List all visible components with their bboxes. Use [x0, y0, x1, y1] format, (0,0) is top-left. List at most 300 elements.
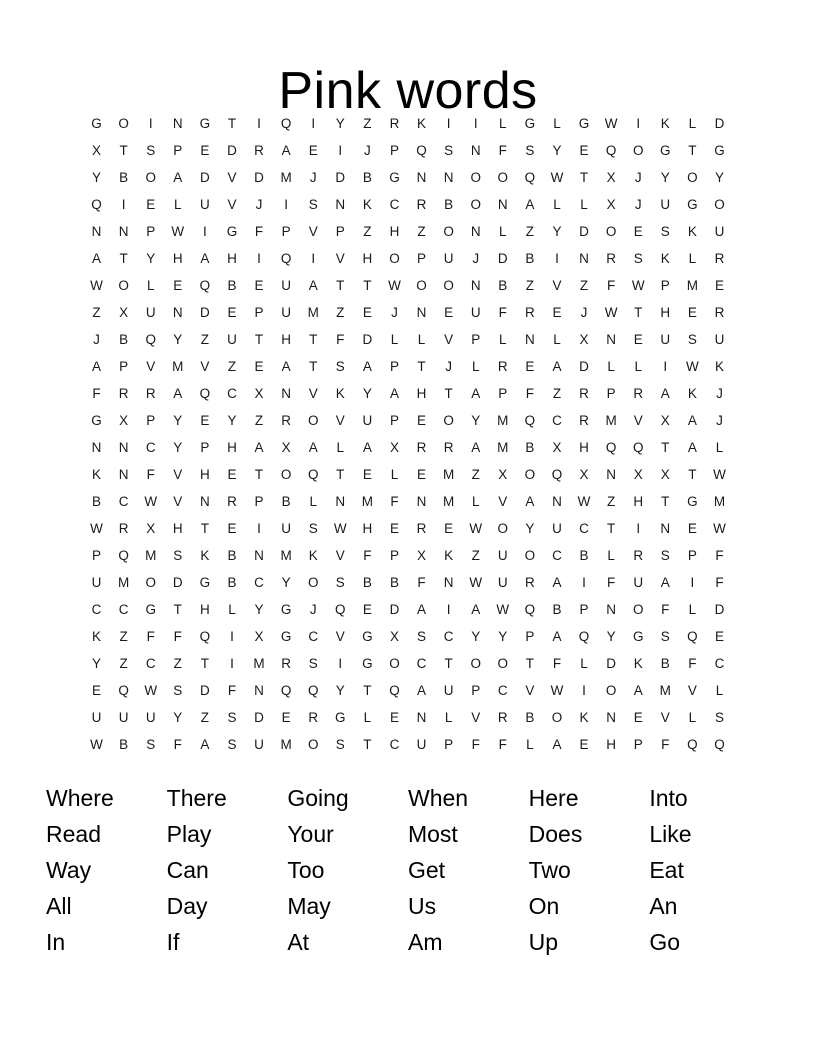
grid-cell[interactable]: A	[687, 413, 697, 428]
grid-cell[interactable]: B	[92, 494, 102, 509]
grid-cell[interactable]: A	[552, 359, 562, 374]
word-list-item[interactable]: Two	[528, 857, 571, 883]
grid-cell[interactable]: A	[471, 440, 481, 455]
grid-cell[interactable]: E	[444, 305, 454, 320]
grid-cell[interactable]: E	[579, 143, 589, 158]
word-list-item[interactable]: Into	[649, 785, 688, 811]
grid-cell[interactable]: O	[470, 170, 481, 185]
grid-cell[interactable]: M	[361, 494, 373, 509]
grid-cell[interactable]: Y	[471, 629, 481, 644]
grid-cell[interactable]: L	[688, 710, 697, 725]
grid-cell[interactable]: B	[525, 251, 535, 266]
grid-cell[interactable]: Q	[714, 737, 725, 752]
grid-cell[interactable]: X	[660, 467, 670, 482]
grid-cell[interactable]: F	[417, 575, 426, 590]
grid-cell[interactable]: K	[579, 710, 589, 725]
word-list-item[interactable]: There	[166, 785, 227, 811]
grid-cell[interactable]: Z	[471, 548, 480, 563]
grid-cell[interactable]: P	[471, 683, 481, 698]
grid-cell[interactable]: L	[309, 494, 317, 509]
grid-cell[interactable]: T	[254, 332, 264, 347]
grid-cell[interactable]: L	[607, 359, 615, 374]
grid-cell[interactable]: Q	[118, 683, 129, 698]
grid-cell[interactable]: N	[470, 278, 481, 293]
grid-cell[interactable]: I	[257, 521, 261, 536]
grid-cell[interactable]: M	[497, 413, 509, 428]
grid-cell[interactable]: U	[281, 521, 291, 536]
grid-cell[interactable]: Y	[173, 332, 183, 347]
grid-cell[interactable]: X	[606, 197, 616, 212]
grid-cell[interactable]: Z	[579, 278, 589, 293]
grid-cell[interactable]: M	[442, 494, 455, 509]
grid-cell[interactable]: P	[579, 602, 589, 617]
grid-cell[interactable]: T	[336, 467, 345, 482]
grid-cell[interactable]: A	[308, 440, 318, 455]
grid-cell[interactable]: O	[687, 170, 698, 185]
grid-cell[interactable]: F	[498, 143, 507, 158]
grid-cell[interactable]: S	[335, 359, 345, 374]
grid-cell[interactable]: S	[660, 548, 670, 563]
grid-cell[interactable]: O	[280, 467, 292, 482]
grid-cell[interactable]: P	[471, 332, 481, 347]
grid-cell[interactable]: O	[443, 278, 454, 293]
grid-cell[interactable]: A	[417, 683, 427, 698]
grid-cell[interactable]: W	[333, 521, 347, 536]
grid-cell[interactable]: U	[633, 575, 644, 590]
grid-cell[interactable]: G	[687, 197, 698, 212]
grid-cell[interactable]: L	[553, 332, 561, 347]
grid-cell[interactable]: N	[91, 224, 102, 239]
grid-cell[interactable]: P	[498, 386, 508, 401]
grid-cell[interactable]: Y	[227, 413, 237, 428]
grid-cell[interactable]: Q	[307, 467, 319, 482]
grid-cell[interactable]: W	[577, 494, 591, 509]
grid-cell[interactable]: Q	[416, 143, 427, 158]
grid-cell[interactable]: K	[417, 116, 427, 131]
word-list-item[interactable]: Going	[287, 785, 349, 811]
grid-cell[interactable]: U	[145, 305, 156, 320]
grid-cell[interactable]: J	[445, 359, 452, 374]
grid-cell[interactable]: Z	[552, 386, 562, 401]
grid-cell[interactable]: Y	[606, 629, 616, 644]
grid-cell[interactable]: H	[416, 386, 427, 401]
grid-cell[interactable]: A	[552, 629, 562, 644]
word-list-item[interactable]: In	[46, 929, 66, 955]
grid-cell[interactable]: G	[578, 116, 590, 131]
grid-cell[interactable]: H	[362, 521, 373, 536]
grid-cell[interactable]: Z	[254, 413, 264, 428]
grid-cell[interactable]: F	[173, 737, 182, 752]
grid-cell[interactable]: M	[145, 548, 157, 563]
grid-cell[interactable]: S	[308, 656, 318, 671]
grid-cell[interactable]: J	[716, 413, 723, 428]
grid-cell[interactable]: B	[227, 548, 237, 563]
grid-cell[interactable]: B	[525, 440, 535, 455]
grid-cell[interactable]: T	[119, 251, 128, 266]
grid-cell[interactable]: S	[308, 521, 318, 536]
grid-cell[interactable]: F	[661, 737, 670, 752]
grid-cell[interactable]: E	[687, 521, 697, 536]
grid-cell[interactable]: J	[309, 170, 317, 185]
grid-cell[interactable]: M	[280, 548, 292, 563]
grid-cell[interactable]: F	[661, 602, 670, 617]
grid-cell[interactable]: K	[92, 629, 102, 644]
grid-cell[interactable]: W	[469, 575, 483, 590]
grid-cell[interactable]: A	[200, 251, 210, 266]
grid-cell[interactable]: I	[582, 575, 586, 590]
grid-cell[interactable]: H	[172, 251, 183, 266]
grid-cell[interactable]: O	[470, 197, 481, 212]
grid-cell[interactable]: Z	[200, 710, 209, 725]
grid-cell[interactable]: Y	[471, 413, 481, 428]
word-list-item[interactable]: Go	[649, 929, 681, 955]
grid-cell[interactable]: H	[633, 494, 644, 509]
word-list-item[interactable]: Can	[166, 857, 209, 883]
grid-cell[interactable]: O	[307, 413, 319, 428]
grid-cell[interactable]: Z	[471, 467, 480, 482]
grid-cell[interactable]: D	[254, 710, 264, 725]
grid-cell[interactable]: Q	[280, 683, 292, 698]
grid-cell[interactable]: W	[713, 467, 726, 482]
grid-cell[interactable]: V	[498, 494, 508, 509]
grid-cell[interactable]: B	[281, 494, 291, 509]
grid-cell[interactable]: O	[497, 521, 509, 536]
grid-cell[interactable]: U	[362, 413, 373, 428]
grid-cell[interactable]: C	[552, 548, 562, 563]
grid-cell[interactable]: N	[118, 224, 129, 239]
grid-cell[interactable]: M	[686, 278, 698, 293]
grid-cell[interactable]: I	[338, 143, 343, 158]
grid-cell[interactable]: W	[144, 494, 158, 509]
grid-cell[interactable]: K	[444, 548, 454, 563]
grid-cell[interactable]: O	[307, 737, 319, 752]
grid-cell[interactable]: T	[173, 602, 182, 617]
grid-cell[interactable]: N	[335, 197, 346, 212]
grid-cell[interactable]: B	[362, 575, 372, 590]
grid-cell[interactable]: Q	[199, 278, 211, 293]
grid-cell[interactable]: K	[92, 467, 102, 482]
grid-cell[interactable]: I	[121, 197, 126, 212]
grid-cell[interactable]: Q	[389, 683, 400, 698]
grid-cell[interactable]: D	[579, 224, 589, 239]
grid-cell[interactable]: J	[634, 170, 642, 185]
grid-cell[interactable]: V	[146, 359, 156, 374]
grid-cell[interactable]: W	[685, 359, 699, 374]
grid-cell[interactable]: K	[200, 548, 210, 563]
grid-cell[interactable]: J	[634, 197, 642, 212]
grid-cell[interactable]: Y	[362, 386, 372, 401]
grid-cell[interactable]: T	[200, 656, 209, 671]
grid-cell[interactable]: X	[119, 413, 129, 428]
grid-cell[interactable]: Q	[524, 170, 536, 185]
grid-cell[interactable]: S	[714, 710, 724, 725]
grid-cell[interactable]: E	[254, 359, 264, 374]
grid-cell[interactable]: Y	[335, 116, 345, 131]
grid-cell[interactable]: G	[335, 710, 346, 725]
grid-cell[interactable]: L	[390, 332, 399, 347]
word-list-item[interactable]: Too	[287, 857, 325, 883]
grid-cell[interactable]: X	[254, 629, 264, 644]
grid-cell[interactable]: S	[633, 251, 643, 266]
grid-cell[interactable]: N	[606, 710, 616, 725]
grid-cell[interactable]: Y	[525, 521, 535, 536]
grid-cell[interactable]: U	[552, 521, 562, 536]
grid-cell[interactable]: V	[552, 278, 562, 293]
grid-cell[interactable]: I	[311, 251, 316, 266]
grid-cell[interactable]: S	[335, 737, 345, 752]
grid-cell[interactable]: H	[579, 440, 589, 455]
grid-cell[interactable]: D	[199, 170, 210, 185]
grid-cell[interactable]: R	[389, 116, 400, 131]
grid-cell[interactable]: C	[443, 629, 454, 644]
grid-cell[interactable]: B	[525, 710, 535, 725]
grid-cell[interactable]: E	[633, 710, 643, 725]
grid-cell[interactable]: O	[389, 656, 400, 671]
grid-cell[interactable]: D	[172, 575, 183, 590]
grid-cell[interactable]: P	[444, 737, 454, 752]
grid-cell[interactable]: B	[119, 170, 129, 185]
grid-cell[interactable]: D	[362, 332, 373, 347]
grid-cell[interactable]: L	[390, 467, 399, 482]
grid-cell[interactable]: Y	[660, 170, 670, 185]
grid-cell[interactable]: L	[499, 116, 507, 131]
grid-cell[interactable]: E	[92, 683, 102, 698]
grid-cell[interactable]: R	[714, 251, 725, 266]
grid-cell[interactable]: A	[254, 440, 264, 455]
grid-cell[interactable]: Q	[687, 629, 698, 644]
grid-cell[interactable]: L	[471, 494, 480, 509]
grid-cell[interactable]: Q	[632, 440, 644, 455]
grid-cell[interactable]: Q	[118, 548, 129, 563]
grid-cell[interactable]: T	[363, 683, 372, 698]
grid-cell[interactable]: E	[173, 278, 183, 293]
grid-cell[interactable]: R	[524, 305, 535, 320]
grid-cell[interactable]: Q	[335, 602, 346, 617]
grid-cell[interactable]: Z	[227, 359, 237, 374]
grid-cell[interactable]: X	[660, 413, 670, 428]
grid-cell[interactable]: R	[714, 305, 725, 320]
grid-cell[interactable]: G	[145, 602, 156, 617]
grid-cell[interactable]: L	[607, 548, 615, 563]
grid-cell[interactable]: L	[553, 197, 561, 212]
grid-cell[interactable]: R	[524, 575, 535, 590]
grid-cell[interactable]: U	[497, 548, 508, 563]
grid-cell[interactable]: C	[227, 386, 237, 401]
grid-cell[interactable]: G	[280, 602, 292, 617]
grid-cell[interactable]: A	[525, 197, 535, 212]
word-list-item[interactable]: May	[287, 893, 331, 919]
grid-cell[interactable]: I	[230, 656, 234, 671]
grid-cell[interactable]: O	[605, 683, 617, 698]
grid-cell[interactable]: G	[714, 143, 725, 158]
grid-cell[interactable]: Y	[92, 656, 102, 671]
grid-cell[interactable]: E	[389, 521, 399, 536]
grid-cell[interactable]: Y	[335, 683, 345, 698]
grid-cell[interactable]: U	[91, 575, 102, 590]
grid-cell[interactable]: T	[417, 359, 426, 374]
grid-cell[interactable]: Z	[336, 305, 345, 320]
grid-cell[interactable]: M	[280, 170, 292, 185]
grid-cell[interactable]: K	[660, 251, 670, 266]
grid-cell[interactable]: E	[444, 521, 454, 536]
grid-cell[interactable]: J	[309, 602, 317, 617]
grid-cell[interactable]: V	[687, 683, 697, 698]
grid-cell[interactable]: M	[659, 683, 671, 698]
grid-cell[interactable]: V	[444, 332, 454, 347]
grid-cell[interactable]: C	[308, 629, 319, 644]
grid-cell[interactable]: C	[552, 413, 562, 428]
grid-cell[interactable]: B	[119, 737, 129, 752]
word-list-item[interactable]: When	[407, 785, 469, 811]
grid-cell[interactable]: T	[363, 737, 372, 752]
word-list-item[interactable]: All	[46, 893, 72, 919]
grid-cell[interactable]: R	[497, 359, 508, 374]
grid-cell[interactable]: O	[714, 197, 725, 212]
grid-cell[interactable]: H	[606, 737, 616, 752]
grid-cell[interactable]: U	[416, 737, 427, 752]
grid-cell[interactable]: X	[254, 386, 264, 401]
grid-cell[interactable]: R	[416, 521, 427, 536]
grid-cell[interactable]: J	[716, 386, 723, 401]
grid-cell[interactable]: Q	[91, 197, 102, 212]
grid-cell[interactable]: O	[443, 224, 454, 239]
grid-cell[interactable]: D	[606, 656, 616, 671]
grid-cell[interactable]: R	[443, 440, 454, 455]
grid-cell[interactable]: R	[281, 413, 291, 428]
grid-cell[interactable]: R	[497, 710, 508, 725]
grid-cell[interactable]: A	[633, 683, 643, 698]
grid-cell[interactable]: E	[227, 521, 237, 536]
grid-cell[interactable]: N	[118, 467, 129, 482]
grid-cell[interactable]: O	[118, 116, 129, 131]
grid-cell[interactable]: X	[417, 548, 427, 563]
grid-cell[interactable]: P	[389, 548, 399, 563]
grid-cell[interactable]: E	[362, 602, 372, 617]
grid-cell[interactable]: L	[471, 359, 480, 374]
grid-cell[interactable]: A	[173, 170, 183, 185]
grid-cell[interactable]: T	[688, 143, 697, 158]
grid-cell[interactable]: F	[146, 467, 155, 482]
grid-cell[interactable]: E	[254, 278, 264, 293]
grid-cell[interactable]: A	[389, 386, 399, 401]
grid-cell[interactable]: Y	[552, 143, 562, 158]
grid-cell[interactable]: T	[444, 656, 453, 671]
grid-cell[interactable]: O	[443, 413, 454, 428]
grid-cell[interactable]: S	[146, 737, 156, 752]
grid-cell[interactable]: N	[660, 521, 671, 536]
grid-cell[interactable]: R	[281, 656, 291, 671]
grid-cell[interactable]: S	[660, 629, 670, 644]
grid-cell[interactable]: Q	[199, 629, 211, 644]
grid-cell[interactable]: M	[605, 413, 617, 428]
grid-cell[interactable]: M	[497, 440, 509, 455]
grid-cell[interactable]: N	[199, 494, 210, 509]
grid-cell[interactable]: W	[171, 224, 185, 239]
grid-cell[interactable]: P	[146, 224, 156, 239]
grid-cell[interactable]: B	[498, 278, 508, 293]
grid-cell[interactable]: T	[363, 278, 372, 293]
grid-cell[interactable]: A	[173, 386, 183, 401]
grid-cell[interactable]: U	[443, 683, 454, 698]
grid-cell[interactable]: I	[202, 224, 207, 239]
grid-cell[interactable]: E	[417, 413, 427, 428]
grid-cell[interactable]: U	[281, 305, 291, 320]
grid-cell[interactable]: J	[580, 305, 588, 320]
grid-cell[interactable]: N	[118, 440, 129, 455]
grid-cell[interactable]: R	[145, 386, 156, 401]
grid-cell[interactable]: E	[227, 467, 237, 482]
grid-cell[interactable]: Z	[525, 224, 534, 239]
grid-cell[interactable]: N	[606, 602, 616, 617]
grid-cell[interactable]: A	[92, 359, 102, 374]
grid-cell[interactable]: F	[715, 548, 724, 563]
grid-cell[interactable]: O	[605, 224, 617, 239]
grid-cell[interactable]: A	[92, 251, 102, 266]
grid-cell[interactable]: P	[606, 386, 616, 401]
grid-cell[interactable]: S	[444, 143, 454, 158]
grid-cell[interactable]: E	[362, 467, 372, 482]
grid-cell[interactable]: M	[172, 359, 184, 374]
grid-cell[interactable]: J	[93, 332, 100, 347]
grid-cell[interactable]: L	[417, 332, 426, 347]
grid-cell[interactable]: P	[200, 440, 210, 455]
grid-cell[interactable]: N	[416, 305, 427, 320]
grid-cell[interactable]: Q	[551, 467, 563, 482]
grid-cell[interactable]: Y	[498, 629, 508, 644]
grid-cell[interactable]: D	[335, 170, 346, 185]
grid-cell[interactable]: A	[281, 359, 291, 374]
grid-cell[interactable]: R	[254, 143, 264, 158]
grid-cell[interactable]: V	[335, 413, 345, 428]
grid-cell[interactable]: C	[254, 575, 264, 590]
grid-cell[interactable]: L	[715, 683, 724, 698]
word-list-item[interactable]: Your	[287, 821, 334, 847]
grid-cell[interactable]: L	[336, 440, 345, 455]
grid-cell[interactable]: N	[443, 170, 454, 185]
grid-cell[interactable]: E	[389, 710, 399, 725]
grid-cell[interactable]: V	[633, 413, 643, 428]
grid-cell[interactable]: E	[525, 359, 535, 374]
grid-cell[interactable]: F	[227, 683, 237, 698]
grid-cell[interactable]: I	[473, 116, 478, 131]
grid-cell[interactable]: F	[336, 332, 345, 347]
grid-cell[interactable]: L	[715, 440, 724, 455]
grid-cell[interactable]: C	[145, 440, 156, 455]
grid-cell[interactable]: W	[90, 521, 103, 536]
grid-cell[interactable]: H	[199, 467, 210, 482]
grid-cell[interactable]: U	[660, 332, 671, 347]
grid-cell[interactable]: U	[497, 575, 508, 590]
grid-cell[interactable]: L	[580, 197, 588, 212]
grid-cell[interactable]: S	[146, 143, 156, 158]
grid-cell[interactable]: D	[714, 602, 725, 617]
grid-cell[interactable]: V	[335, 629, 345, 644]
grid-cell[interactable]: G	[389, 170, 400, 185]
grid-cell[interactable]: A	[417, 602, 427, 617]
grid-cell[interactable]: U	[714, 332, 725, 347]
grid-cell[interactable]: A	[552, 575, 562, 590]
grid-cell[interactable]: G	[524, 116, 536, 131]
grid-cell[interactable]: L	[553, 116, 561, 131]
grid-cell[interactable]: N	[606, 467, 616, 482]
grid-cell[interactable]: F	[688, 656, 697, 671]
grid-cell[interactable]: H	[281, 332, 291, 347]
word-list-item[interactable]: Us	[407, 893, 437, 919]
grid-cell[interactable]: P	[633, 737, 643, 752]
grid-cell[interactable]: U	[470, 305, 481, 320]
grid-cell[interactable]: O	[145, 170, 156, 185]
grid-cell[interactable]: V	[308, 386, 318, 401]
